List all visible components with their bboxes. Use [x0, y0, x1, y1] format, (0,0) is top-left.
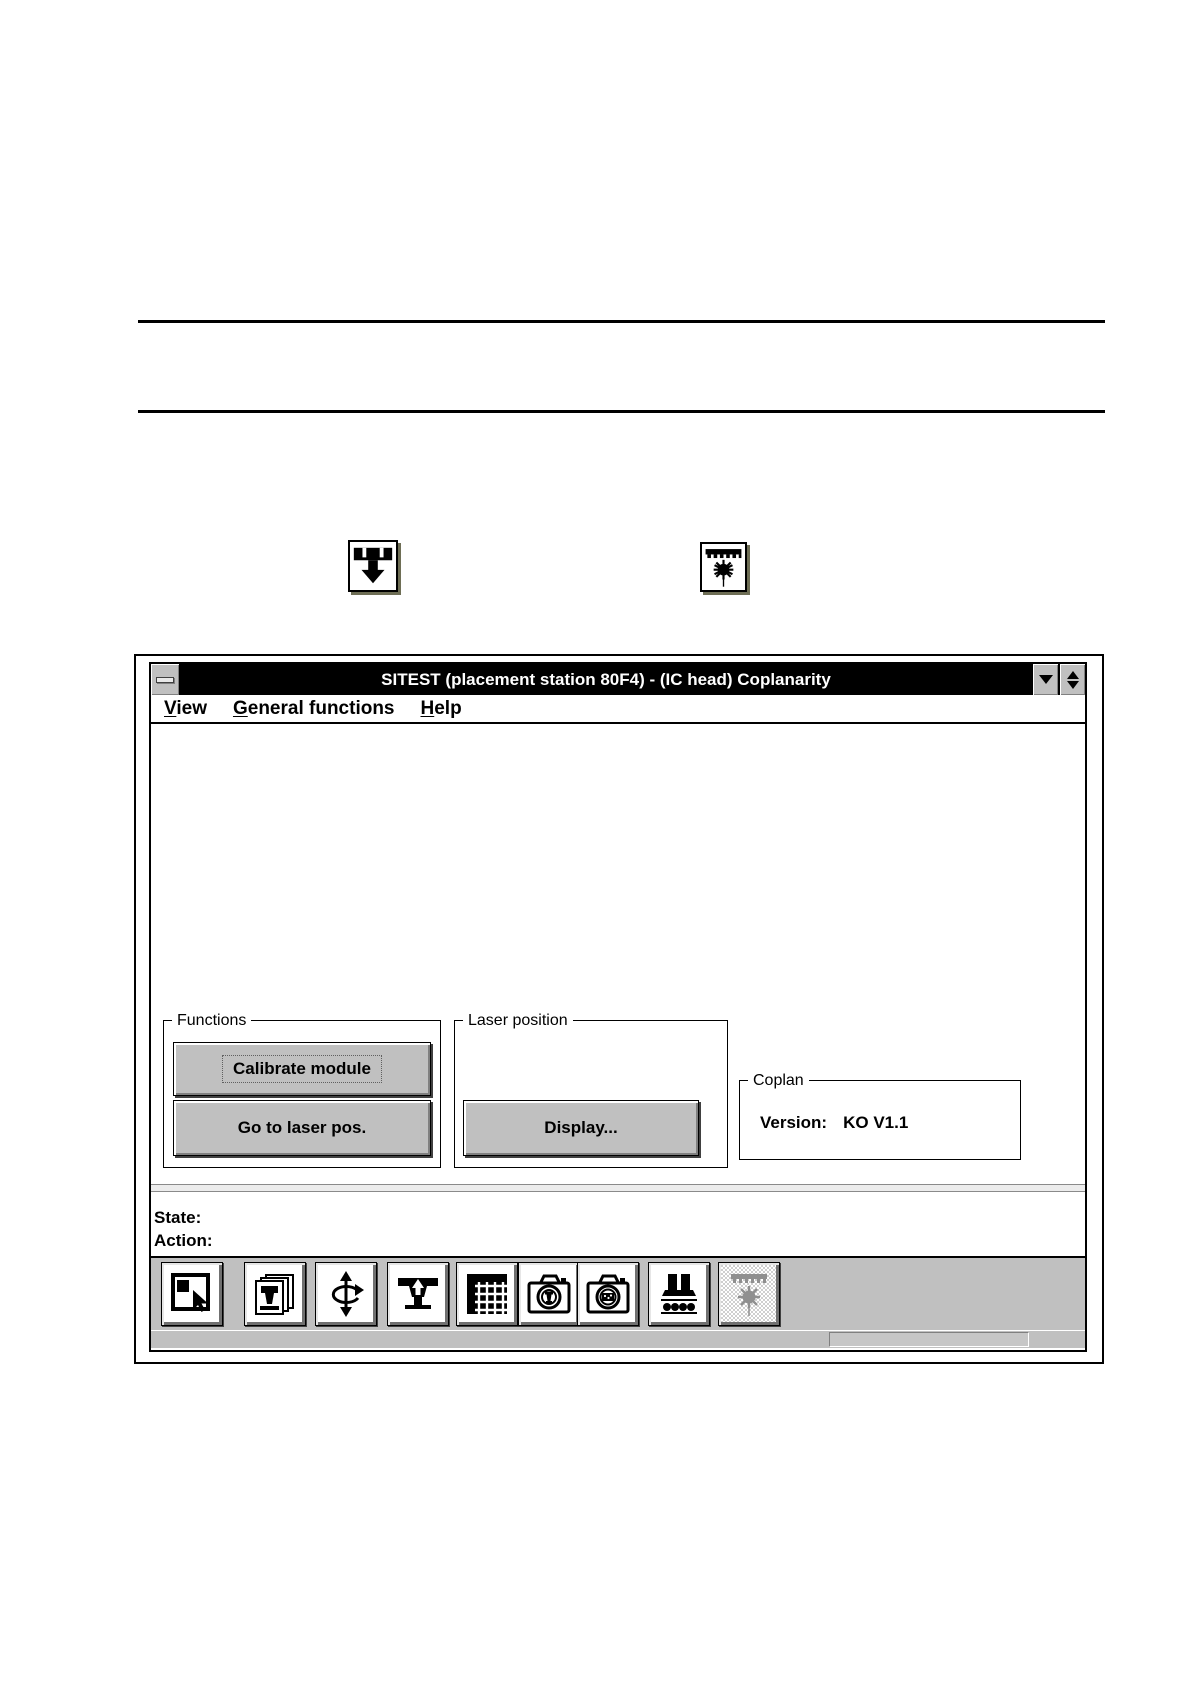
calibrate-module-button[interactable]: [173, 1042, 431, 1096]
display-button-label: Display...: [544, 1118, 618, 1137]
horizontal-rule-bottom: [138, 410, 1105, 413]
window-title: SITEST (placement station 80F4) - (IC head) Coplanarity: [381, 670, 831, 689]
go-to-laser-pos-button-label: Go to laser pos.: [237, 1118, 367, 1137]
version-value: KO V1.1: [843, 1113, 909, 1132]
state-label: State:: [154, 1208, 202, 1227]
head-pages-icon[interactable]: [244, 1262, 306, 1326]
version-line: [760, 1113, 908, 1133]
menu-general-functions[interactable]: General functions: [232, 697, 395, 719]
action-label: Action:: [154, 1231, 213, 1250]
laser-icon[interactable]: [718, 1262, 780, 1326]
screenshot-frame: [134, 654, 1104, 1364]
minimize-arrow-icon[interactable]: [1031, 664, 1058, 695]
menu-view[interactable]: View: [164, 697, 207, 719]
titlebar: [151, 664, 1085, 695]
camera-component-icon[interactable]: [577, 1262, 639, 1326]
placement-head-icon[interactable]: [387, 1262, 449, 1326]
toolbar: [151, 1256, 1085, 1330]
version-label: Version:: [760, 1113, 828, 1132]
horizontal-rule-top: [138, 320, 1105, 323]
calibrate-module-button-label: Calibrate module: [222, 1055, 382, 1083]
rotate-axis-icon[interactable]: [315, 1262, 377, 1326]
control-menu-icon[interactable]: [151, 664, 181, 695]
camera-head-icon[interactable]: [518, 1262, 580, 1326]
go-to-laser-pos-button[interactable]: [173, 1100, 431, 1156]
sitest-window: [149, 662, 1087, 1352]
grid-icon[interactable]: [456, 1262, 518, 1326]
client-area: [151, 724, 1085, 1348]
functions-group-label: Functions: [172, 1012, 251, 1030]
laser-position-group-label: Laser position: [463, 1012, 573, 1030]
restore-arrows-icon[interactable]: [1058, 664, 1085, 695]
coplan-groupbox: [739, 1072, 1021, 1160]
coplan-group-label: Coplan: [748, 1072, 809, 1090]
status-strip: [151, 1330, 1085, 1348]
display-button[interactable]: [463, 1100, 699, 1156]
menu-help[interactable]: Help: [420, 697, 462, 719]
status-divider: [151, 1184, 1085, 1192]
laser-icon: [700, 542, 747, 592]
control-menu-dash: [156, 677, 174, 683]
menubar: [151, 695, 1085, 724]
select-pointer-icon[interactable]: [161, 1262, 223, 1326]
placement-head-icon: [348, 540, 398, 592]
head-feeder-icon[interactable]: [648, 1262, 710, 1326]
status-field: [829, 1332, 1029, 1347]
